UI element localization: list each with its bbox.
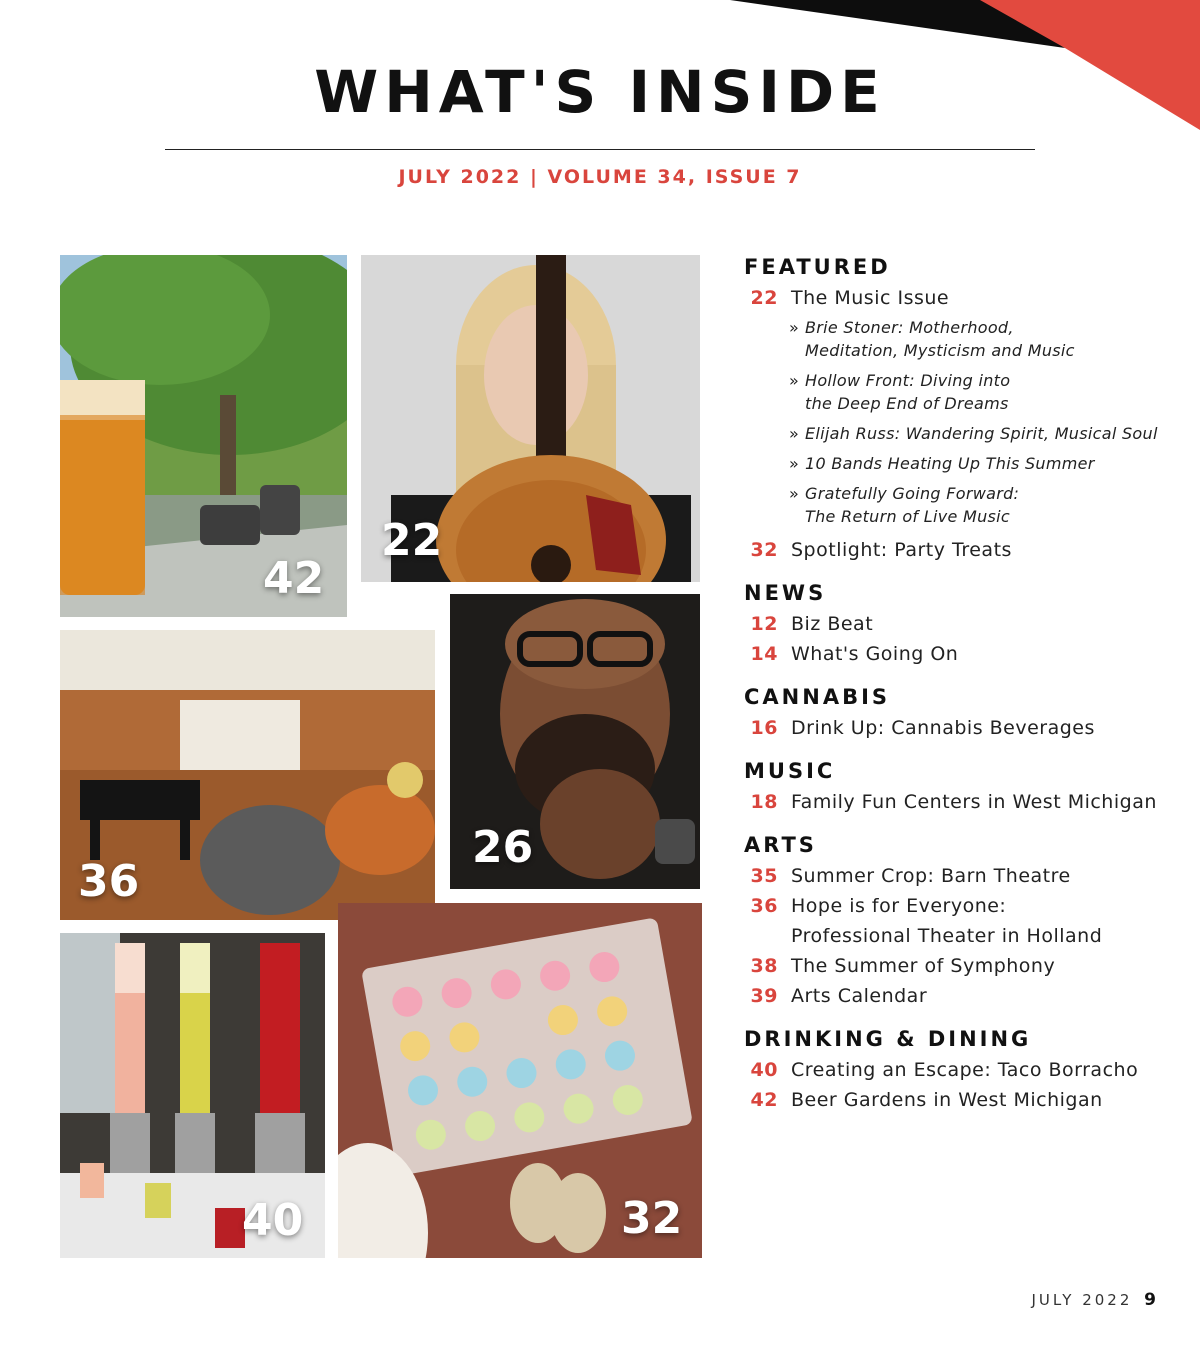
section-featured	[744, 255, 1184, 565]
page-number-40: 40	[242, 1195, 304, 1246]
toc-subentry-line: The Return of Live Music	[805, 507, 1011, 526]
photo-drink-towers[interactable]	[60, 933, 325, 1258]
page-title: WHAT'S INSIDE	[314, 58, 886, 126]
page-number-22: 22	[381, 515, 443, 566]
toc-entry-title: Drink Up: Cannabis Beverages	[791, 717, 1095, 739]
toc-entry-title: The Music Issue	[791, 287, 950, 309]
toc-entry[interactable]	[744, 713, 1184, 743]
section-heading-cannabis: CANNABIS	[744, 685, 891, 709]
toc-page-number: 12	[750, 613, 778, 635]
photo-guitar-portrait[interactable]	[361, 255, 700, 582]
page-number-26: 26	[472, 822, 534, 873]
section-cannabis	[744, 685, 1184, 743]
toc-entry[interactable]	[744, 951, 1184, 981]
toc-page-number: 38	[750, 955, 778, 977]
toc-entry[interactable]	[744, 639, 1184, 669]
section-drinking-dining	[744, 1027, 1184, 1115]
toc-subentry[interactable]	[744, 369, 1184, 415]
photo-beer-garden[interactable]	[60, 255, 347, 617]
toc-entry[interactable]	[744, 787, 1184, 817]
chevron-right-icon: »	[789, 318, 800, 337]
toc-page-number: 22	[750, 287, 778, 309]
toc-entry-title: What's Going On	[791, 643, 959, 665]
photo-rehearsal-room[interactable]	[60, 630, 435, 920]
issue-info: JULY 2022 | VOLUME 34, ISSUE 7	[398, 166, 802, 188]
section-heading-drinking-dining: DRINKING & DINING	[744, 1027, 1032, 1051]
toc-entry[interactable]	[744, 1085, 1184, 1115]
toc-entry[interactable]	[744, 891, 1184, 951]
toc-entry[interactable]	[744, 1055, 1184, 1085]
section-heading-arts: ARTS	[744, 833, 817, 857]
toc-page-number: 32	[750, 539, 778, 561]
chevron-right-icon: »	[789, 371, 800, 390]
section-arts	[744, 833, 1184, 1011]
toc-entry[interactable]	[744, 283, 1184, 313]
toc-entry[interactable]	[744, 535, 1184, 565]
toc-subentry-line: Elijah Russ: Wandering Spirit, Musical Soul	[805, 424, 1158, 443]
page-number-32: 32	[621, 1193, 683, 1244]
section-heading-music: MUSIC	[744, 759, 836, 783]
title-divider	[165, 149, 1035, 150]
toc-entry-title: Beer Gardens in West Michigan	[791, 1089, 1103, 1111]
toc-entry[interactable]	[744, 609, 1184, 639]
toc-page-number: 39	[750, 985, 778, 1007]
toc-subentry-line: Brie Stoner: Motherhood,	[805, 318, 1014, 337]
toc-page-number: 36	[750, 895, 778, 917]
photo-man-portrait[interactable]	[450, 594, 700, 889]
toc-entry[interactable]	[744, 861, 1184, 891]
section-heading-news: NEWS	[744, 581, 827, 605]
toc-entry[interactable]	[744, 981, 1184, 1011]
toc-subentry-line: Gratefully Going Forward:	[805, 484, 1020, 503]
toc-page-number: 14	[750, 643, 778, 665]
toc-subentry[interactable]	[744, 422, 1184, 445]
toc-entry-title: Arts Calendar	[791, 985, 928, 1007]
page-number-42: 42	[263, 553, 325, 604]
footer-month: JULY 2022	[1031, 1291, 1133, 1309]
toc-subentry[interactable]	[744, 316, 1184, 362]
toc-entry-title: Creating an Escape: Taco Borracho	[791, 1059, 1139, 1081]
toc-entry-title: Summer Crop: Barn Theatre	[791, 865, 1071, 887]
table-of-contents	[744, 255, 1184, 1131]
toc-entry-title: Hope is for Everyone:	[791, 895, 1007, 917]
footer-page-number: 9	[1144, 1290, 1156, 1310]
chevron-right-icon: »	[789, 454, 800, 473]
toc-entry-title: Biz Beat	[791, 613, 874, 635]
toc-subentry-line: 10 Bands Heating Up This Summer	[805, 454, 1095, 473]
toc-subentry[interactable]	[744, 482, 1184, 528]
toc-subentry-line: Hollow Front: Diving into	[805, 371, 1011, 390]
toc-entry-title-continued: Professional Theater in Holland	[791, 925, 1103, 947]
chevron-right-icon: »	[789, 424, 800, 443]
toc-page-number: 40	[750, 1059, 778, 1081]
toc-subentry-line: Meditation, Mysticism and Music	[805, 341, 1075, 360]
section-heading-featured: FEATURED	[744, 255, 891, 279]
toc-page-number: 35	[750, 865, 778, 887]
page-footer	[1032, 1290, 1157, 1310]
toc-subentry-line: the Deep End of Dreams	[805, 394, 1009, 413]
toc-entry-title: The Summer of Symphony	[791, 955, 1056, 977]
photo-macarons[interactable]	[338, 903, 702, 1258]
toc-subentry[interactable]	[744, 452, 1184, 475]
toc-entry-title: Spotlight: Party Treats	[791, 539, 1012, 561]
page-number-36: 36	[78, 856, 140, 907]
section-music	[744, 759, 1184, 817]
section-news	[744, 581, 1184, 669]
toc-entry-title: Family Fun Centers in West Michigan	[791, 791, 1157, 813]
chevron-right-icon: »	[789, 484, 800, 503]
toc-page-number: 18	[750, 791, 778, 813]
toc-page-number: 16	[750, 717, 778, 739]
toc-page-number: 42	[750, 1089, 778, 1111]
